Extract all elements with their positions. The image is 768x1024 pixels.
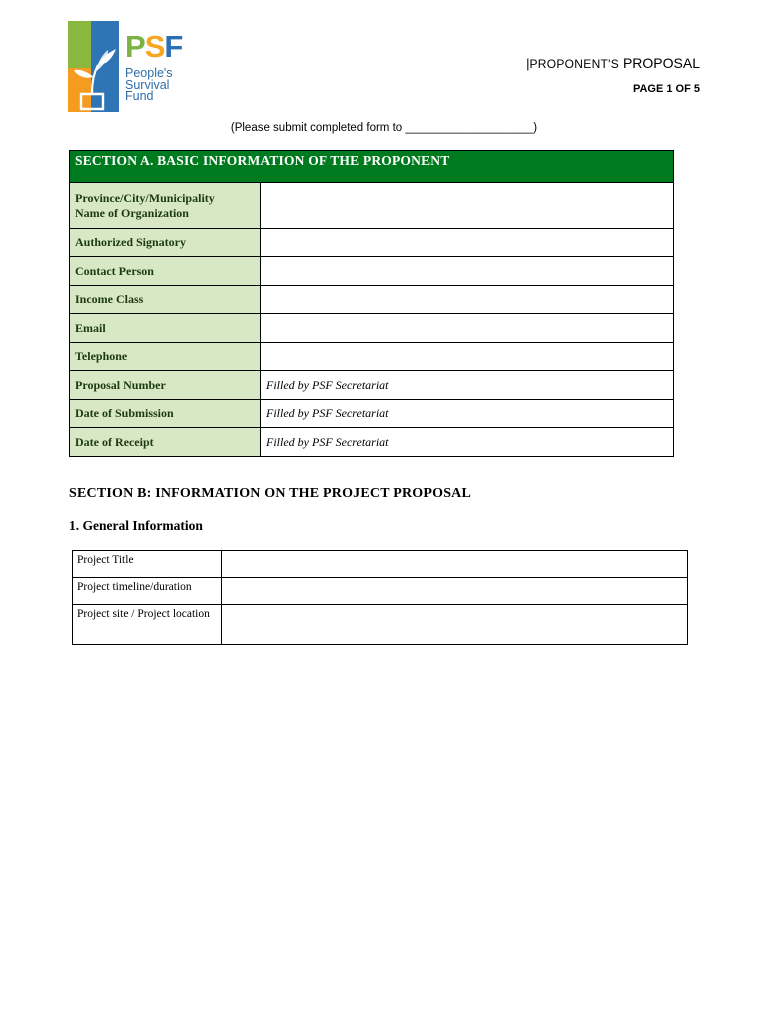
field-value-organization[interactable]: [261, 183, 674, 229]
field-value-proposal-number: Filled by PSF Secretariat: [261, 371, 674, 400]
field-label-income-class: Income Class: [70, 286, 261, 314]
field-value-authorized-signatory[interactable]: [261, 229, 674, 257]
field-label-date-of-receipt: Date of Receipt: [70, 428, 261, 457]
field-value-income-class[interactable]: [261, 286, 674, 314]
field-value-date-of-submission: Filled by PSF Secretariat: [261, 400, 674, 428]
document-title: |PROPONENT'S PROPOSAL: [526, 55, 700, 71]
section-b-title: SECTION B: INFORMATION ON THE PROJECT PROPOSAL: [69, 486, 472, 501]
page-number: PAGE 1 OF 5: [632, 83, 700, 95]
field-value-contact-person[interactable]: [261, 257, 674, 286]
section-a-table: [69, 150, 674, 457]
field-value-date-of-receipt: Filled by PSF Secretariat: [261, 428, 674, 457]
field-label-project-timeline: Project timeline/duration: [73, 578, 222, 605]
field-value-telephone[interactable]: [261, 343, 674, 371]
field-label-project-title: Project Title: [73, 551, 222, 578]
field-value-project-site[interactable]: [222, 605, 688, 645]
field-value-project-timeline[interactable]: [222, 578, 688, 605]
logo-acronym: PSF: [125, 29, 183, 64]
general-information-heading: 1. General Information: [69, 518, 203, 533]
field-label-organization: Province/City/Municipality Name of Organization: [70, 183, 261, 229]
field-label-proposal-number: Proposal Number: [70, 371, 261, 400]
field-value-email[interactable]: [261, 314, 674, 343]
section-b-table: [72, 550, 688, 645]
logo-organization-name: People's Survival Fund: [125, 66, 173, 103]
field-label-authorized-signatory: Authorized Signatory: [70, 229, 261, 257]
field-label-email: Email: [70, 314, 261, 343]
field-label-project-site: Project site / Project location: [73, 605, 222, 645]
field-value-project-title[interactable]: [222, 551, 688, 578]
field-label-contact-person: Contact Person: [70, 257, 261, 286]
section-a-title: SECTION A. BASIC INFORMATION OF THE PROPONENT: [70, 151, 674, 183]
field-label-telephone: Telephone: [70, 343, 261, 371]
submission-note: (Please submit completed form to ____________________): [230, 122, 538, 134]
psf-logo: [68, 21, 184, 114]
field-label-date-of-submission: Date of Submission: [70, 400, 261, 428]
psf-plant-logo-icon: [68, 21, 119, 112]
